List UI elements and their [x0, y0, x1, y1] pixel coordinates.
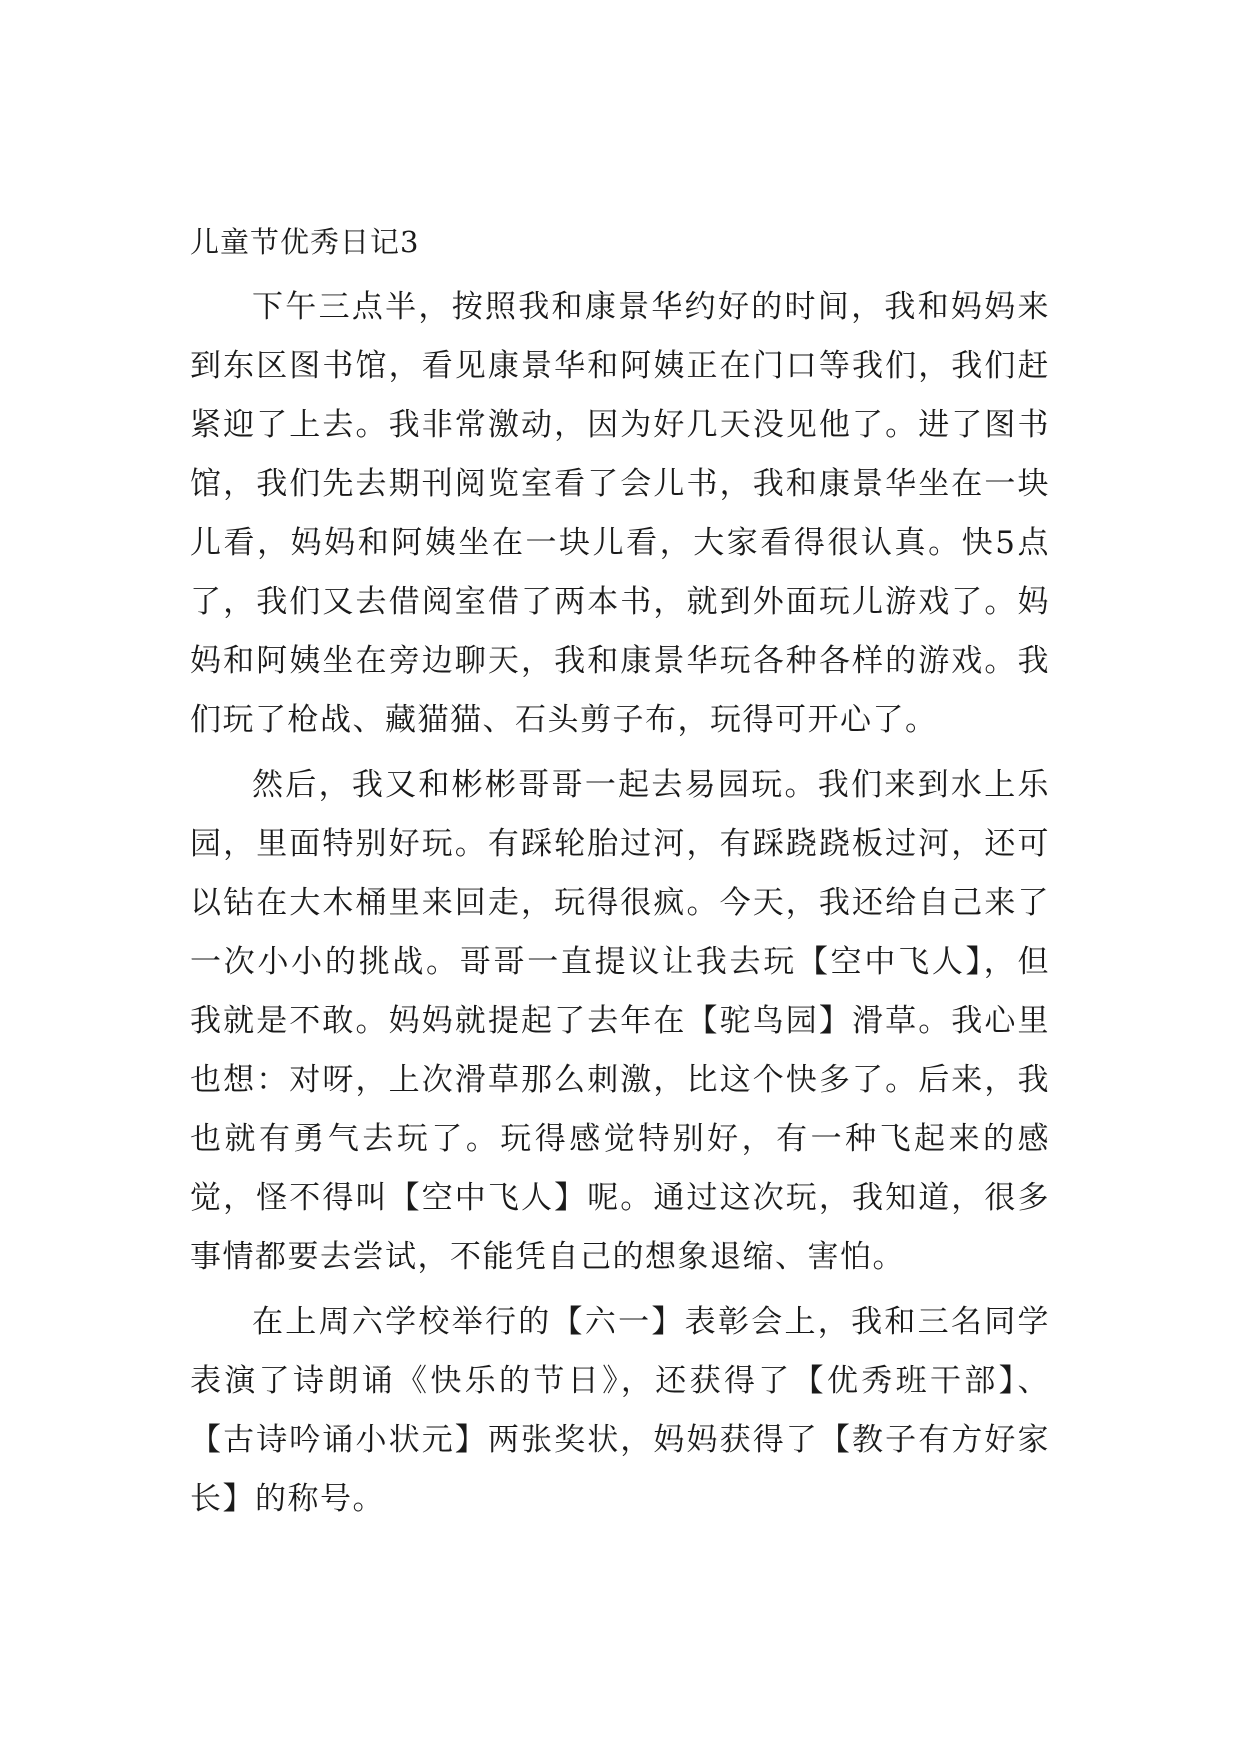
paragraph-2: 然后，我又和彬彬哥哥一起去易园玩。我们来到水上乐园，里面特别好玩。有踩轮胎过河，有踩跷跷板过河，还可以钻在大木桶里来回走，玩得很疯。今天，我还给自己来了一次小小的挑战。哥哥一直提议让我去玩【空中飞人】，但我就是不敢。妈妈就提起了去年在【驼鸟园】滑草。我心里也想：对呀，上次滑草那么刺激，比这个快多了。后来，我也就有勇气去玩了。玩得感觉特别好，有一种飞起来的感觉，怪不得叫【空中飞人】呢。通过这次玩，我知道，很多事情都要去尝试，不能凭自己的想象退缩、害怕。	[190, 767, 1050, 1275]
document-page	[190, 222, 1050, 1529]
paragraph-3: 在上周六学校举行的【六一】表彰会上，我和三名同学表演了诗朗诵《快乐的节日》，还获得了【优秀班干部】、【古诗吟诵小状元】两张奖状，妈妈获得了【教子有方好家长】的称号。	[190, 1304, 1050, 1517]
paragraph-1: 下午三点半，按照我和康景华约好的时间，我和妈妈来到东区图书馆，看见康景华和阿姨正在门口等我们，我们赶紧迎了上去。我非常激动，因为好几天没见他了。进了图书馆，我们先去期刊阅览室看了会儿书，我和康景华坐在一块儿看，妈妈和阿姨坐在一块儿看，大家看得很认真。快5点了，我们又去借阅室借了两本书，就到外面玩儿游戏了。妈妈和阿姨坐在旁边聊天，我和康景华玩各种各样的游戏。我们玩了枪战、藏猫猫、石头剪子布，玩得可开心了。	[190, 289, 1050, 738]
document-title: 儿童节优秀日记3	[190, 225, 420, 259]
